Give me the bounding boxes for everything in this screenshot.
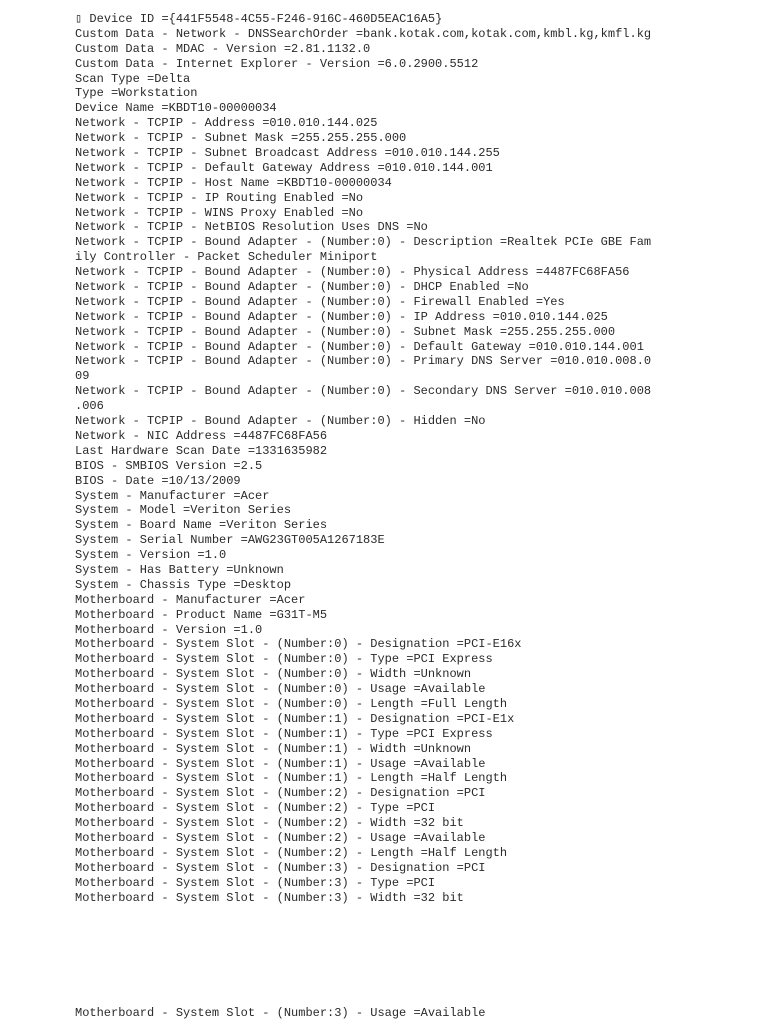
text-line: Custom Data - MDAC - Version =2.81.1132.0 [75,41,371,56]
text-line: Motherboard - System Slot - (Number:2) - Designation =PCI [75,786,486,801]
text-line: Motherboard - System Slot - (Number:1) - Width =Unknown [75,741,472,756]
text-line: Network - TCPIP - Bound Adapter - (Number:0) - Subnet Mask =255.255.255.000 [75,324,616,339]
text-line: System - Version =1.0 [75,548,227,563]
text-line: Motherboard - System Slot - (Number:3) - Type =PCI [75,875,436,890]
text-line: Custom Data - Internet Explorer - Version =6.0.2900.5512 [75,56,479,71]
text-line: Network - TCPIP - Subnet Broadcast Address =010.010.144.255 [75,146,500,161]
text-line: Motherboard - System Slot - (Number:0) - Designation =PCI-E16x [75,637,522,652]
text-line: Motherboard - Manufacturer =Acer [75,592,306,607]
text-line: Network - TCPIP - Bound Adapter - (Number:0) - IP Address =010.010.144.025 [75,309,608,324]
text-line: Network - TCPIP - Bound Adapter - (Number:0) - Physical Address =4487FC68FA56 [75,265,630,280]
text-line: Motherboard - Product Name =G31T-M5 [75,607,328,622]
text-line: System - Board Name =Veriton Series [75,518,328,533]
text-line: Motherboard - System Slot - (Number:1) - Length =Half Length [75,771,508,786]
text-line: ily Controller - Packet Scheduler Miniport [75,250,378,265]
document-body [75,12,735,905]
text-line: Network - TCPIP - Host Name =KBDT10-00000034 [75,175,392,190]
text-line: Motherboard - System Slot - (Number:2) - Width =32 bit [75,816,464,831]
page-footer-line: Motherboard - System Slot - (Number:3) - Usage =Available [75,1006,486,1020]
text-line: Network - TCPIP - IP Routing Enabled =No [75,190,364,205]
text-line: Network - TCPIP - Default Gateway Address =010.010.144.001 [75,160,493,175]
text-line: Motherboard - System Slot - (Number:0) - Usage =Available [75,682,486,697]
text-line: BIOS - SMBIOS Version =2.5 [75,458,263,473]
text-line: Network - TCPIP - Bound Adapter - (Number:0) - Secondary DNS Server =010.010.008 [75,384,652,399]
text-line: System - Manufacturer =Acer [75,488,270,503]
text-line: ▯ Device ID ={441F5548-4C55-F246-916C-460D5EAC16A5} [75,12,443,26]
text-line: Type =Workstation [75,86,198,101]
text-line: Motherboard - System Slot - (Number:1) - Designation =PCI-E1x [75,711,515,726]
text-line: Network - TCPIP - Bound Adapter - (Number:0) - Hidden =No [75,414,486,429]
text-line: Network - TCPIP - Bound Adapter - (Number:0) - DHCP Enabled =No [75,280,529,295]
text-line: System - Chassis Type =Desktop [75,577,292,592]
text-line: Network - NIC Address =4487FC68FA56 [75,428,328,443]
text-line: System - Has Battery =Unknown [75,562,284,577]
text-line: Motherboard - System Slot - (Number:0) - Length =Full Length [75,696,508,711]
text-line: Custom Data - Network - DNSSearchOrder =bank.kotak.com,kotak.com,kmbl.kg,kmfl.kg [75,26,652,41]
text-line: Network - TCPIP - Address =010.010.144.025 [75,116,378,131]
text-line: System - Serial Number =AWG23GT005A1267183E [75,533,385,548]
text-line: Motherboard - System Slot - (Number:3) - Designation =PCI [75,860,486,875]
text-line: Motherboard - System Slot - (Number:2) - Length =Half Length [75,845,508,860]
text-line: 09 [75,369,90,384]
text-line: Motherboard - System Slot - (Number:3) - Width =32 bit [75,890,464,905]
text-line: Motherboard - System Slot - (Number:2) - Type =PCI [75,801,436,816]
text-line: Last Hardware Scan Date =1331635982 [75,443,328,458]
text-line: Network - TCPIP - Bound Adapter - (Number:0) - Description =Realtek PCIe GBE Fam [75,235,652,250]
text-line: Device Name =KBDT10-00000034 [75,101,277,116]
text-line: Motherboard - System Slot - (Number:0) - Width =Unknown [75,667,472,682]
text-line: .006 [75,399,104,414]
text-line: BIOS - Date =10/13/2009 [75,473,241,488]
text-line: Motherboard - Version =1.0 [75,622,263,637]
text-line: Network - TCPIP - WINS Proxy Enabled =No [75,205,364,220]
text-line: Network - TCPIP - Bound Adapter - (Number:0) - Default Gateway =010.010.144.001 [75,339,644,354]
text-line: Network - TCPIP - NetBIOS Resolution Uses DNS =No [75,220,428,235]
text-line: Motherboard - System Slot - (Number:2) - Usage =Available [75,830,486,845]
text-line: Network - TCPIP - Bound Adapter - (Number:0) - Primary DNS Server =010.010.008.0 [75,354,652,369]
text-line: Scan Type =Delta [75,71,191,86]
text-line: Motherboard - System Slot - (Number:0) - Type =PCI Express [75,652,493,667]
text-line: Motherboard - System Slot - (Number:1) - Type =PCI Express [75,726,493,741]
text-line: System - Model =Veriton Series [75,503,292,518]
text-line: Network - TCPIP - Subnet Mask =255.255.255.000 [75,131,407,146]
text-line: Network - TCPIP - Bound Adapter - (Number:0) - Firewall Enabled =Yes [75,294,565,309]
text-line: Motherboard - System Slot - (Number:1) - Usage =Available [75,756,486,771]
